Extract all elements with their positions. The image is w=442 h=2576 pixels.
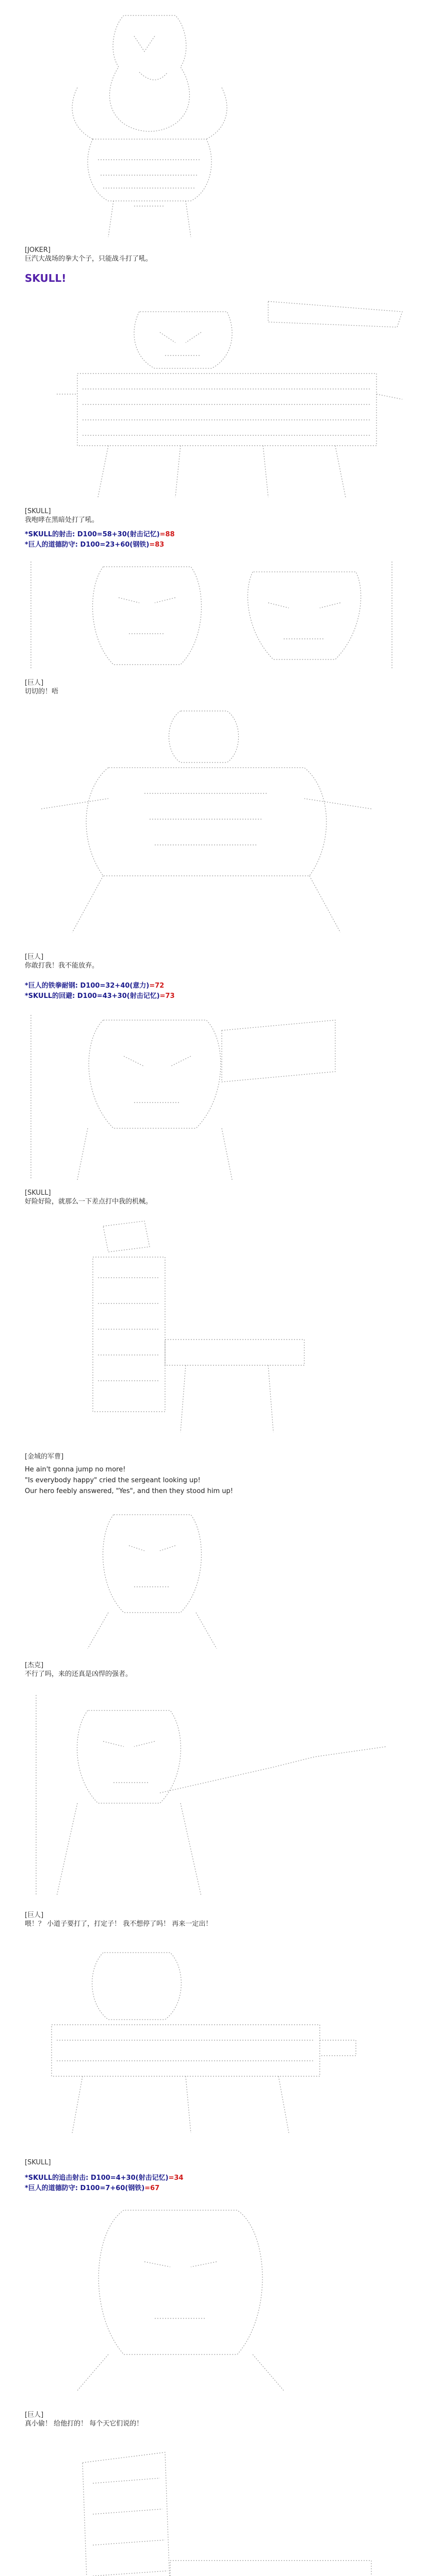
giant-line-3: 喂！？ 小道子要打了，打定子！ 我不想停了吗！ 再来一定出！ — [25, 1920, 212, 1928]
roll-1 — [25, 531, 175, 539]
roll-6-result: =67 — [144, 2184, 160, 2192]
chief-ascii-art — [52, 1504, 248, 1654]
joker-line: 巨汽大战场的拳大个子，只能战斗打了吼。 — [25, 255, 153, 263]
skull-line-2: 好险好险，就那么一下差点打中我的机械。 — [25, 1198, 153, 1206]
roll-3-expr: 32+40(意力) — [105, 982, 150, 990]
skull-gun-icon — [31, 1942, 361, 2138]
giant-pointing-icon — [26, 1690, 397, 1901]
roll-4-expr: 43+30(射击记忆) — [102, 992, 160, 1000]
chief-line-1: 不行了吗，来的还真是凶悍的强者。 — [25, 1670, 133, 1678]
roll-3-label: *巨人的铁拳耐钢: D100= — [25, 982, 106, 990]
sergeant-line-1a: He ain't gonna jump no more! — [25, 1466, 126, 1473]
roll-4-result: =73 — [159, 992, 175, 1000]
roll-5-label: *SKULL的追击射击: D100= — [25, 2174, 116, 2182]
skull-closeup-ascii-art — [26, 1010, 346, 1185]
skull-speaker-2: [SKULL] — [25, 1189, 51, 1197]
giant-body-ascii-art — [31, 706, 382, 938]
roll-2 — [25, 541, 164, 549]
joker-figure-icon — [62, 5, 237, 242]
giant-line-4: 真小偷！ 给他打的！ 每个天它们说的！ — [25, 2420, 143, 2428]
roll-5-expr: 4+30(射击记忆) — [116, 2174, 169, 2182]
giant-speaker-4: [巨人] — [25, 2411, 44, 2419]
roll-2-expr: 23+60(钢铁) — [105, 541, 150, 549]
giant-pointing-ascii-art — [26, 1690, 397, 1901]
roll-3 — [25, 982, 164, 990]
giant-body-icon — [31, 706, 382, 938]
chief-figure-icon — [52, 1504, 248, 1654]
skull-title: SKULL! — [25, 272, 67, 284]
roll-6-label: *巨人的道德防守: D100= — [25, 2184, 106, 2192]
roll-2-result: =83 — [149, 541, 165, 549]
giant-line-2: 你敢打我！我不能放弃。 — [25, 962, 99, 970]
sergeant-speaker-1: [金城的军曹] — [25, 1453, 64, 1461]
sergeant-ascii-art — [62, 1216, 309, 1443]
sergeant-gun-ascii-art — [52, 2442, 382, 2576]
giant-bald-ascii-art — [46, 2200, 315, 2396]
sergeant-gun-icon — [52, 2442, 382, 2576]
skull-closeup-icon — [26, 1010, 346, 1185]
roll-4 — [25, 992, 175, 1001]
skull-line-1: 我咆哮在黑暗处打了吼。 — [25, 516, 99, 524]
roll-5-result: =34 — [168, 2174, 184, 2182]
roll-6 — [25, 2184, 159, 2193]
giant-bald-icon — [46, 2200, 315, 2396]
giant-speaker-2: [巨人] — [25, 953, 44, 961]
skull-gun-ascii-art — [31, 1942, 361, 2138]
skull-speaker-3: [SKULL] — [25, 2159, 51, 2166]
giant-face-ascii-art — [26, 556, 397, 675]
joker-speaker: [JOKER] — [25, 246, 51, 254]
roll-2-label: *巨人的道德防守: D100= — [25, 541, 106, 549]
sergeant-line-1c: Our hero feebly answered, "Yes", and then they stood him up! — [25, 1487, 233, 1495]
joker-ascii-art — [62, 5, 237, 242]
sergeant-line-1b: "Is everybody happy" cried the sergeant looking up! — [25, 1477, 201, 1484]
roll-1-result: =88 — [159, 531, 175, 538]
roll-1-expr: 58+30(射击记忆) — [102, 531, 160, 538]
chief-speaker-1: [杰克] — [25, 1662, 44, 1669]
roll-4-label: *SKULL的回避: D100= — [25, 992, 103, 1000]
giant-face-icon — [26, 556, 397, 675]
giant-speaker-1: [巨人] — [25, 679, 44, 687]
roll-1-label: *SKULL的射击: D100= — [25, 531, 103, 538]
roll-5 — [25, 2174, 184, 2182]
sergeant-figure-icon — [62, 1216, 309, 1443]
roll-6-expr: 7+60(钢铁) — [105, 2184, 145, 2192]
skull-figure-icon — [46, 291, 407, 502]
skull-speaker-1: [SKULL] — [25, 507, 51, 515]
roll-3-result: =72 — [149, 982, 165, 990]
giant-speaker-3: [巨人] — [25, 1911, 44, 1919]
giant-line-1: 切切的！唔 — [25, 688, 59, 696]
skull-ascii-art — [46, 291, 407, 502]
